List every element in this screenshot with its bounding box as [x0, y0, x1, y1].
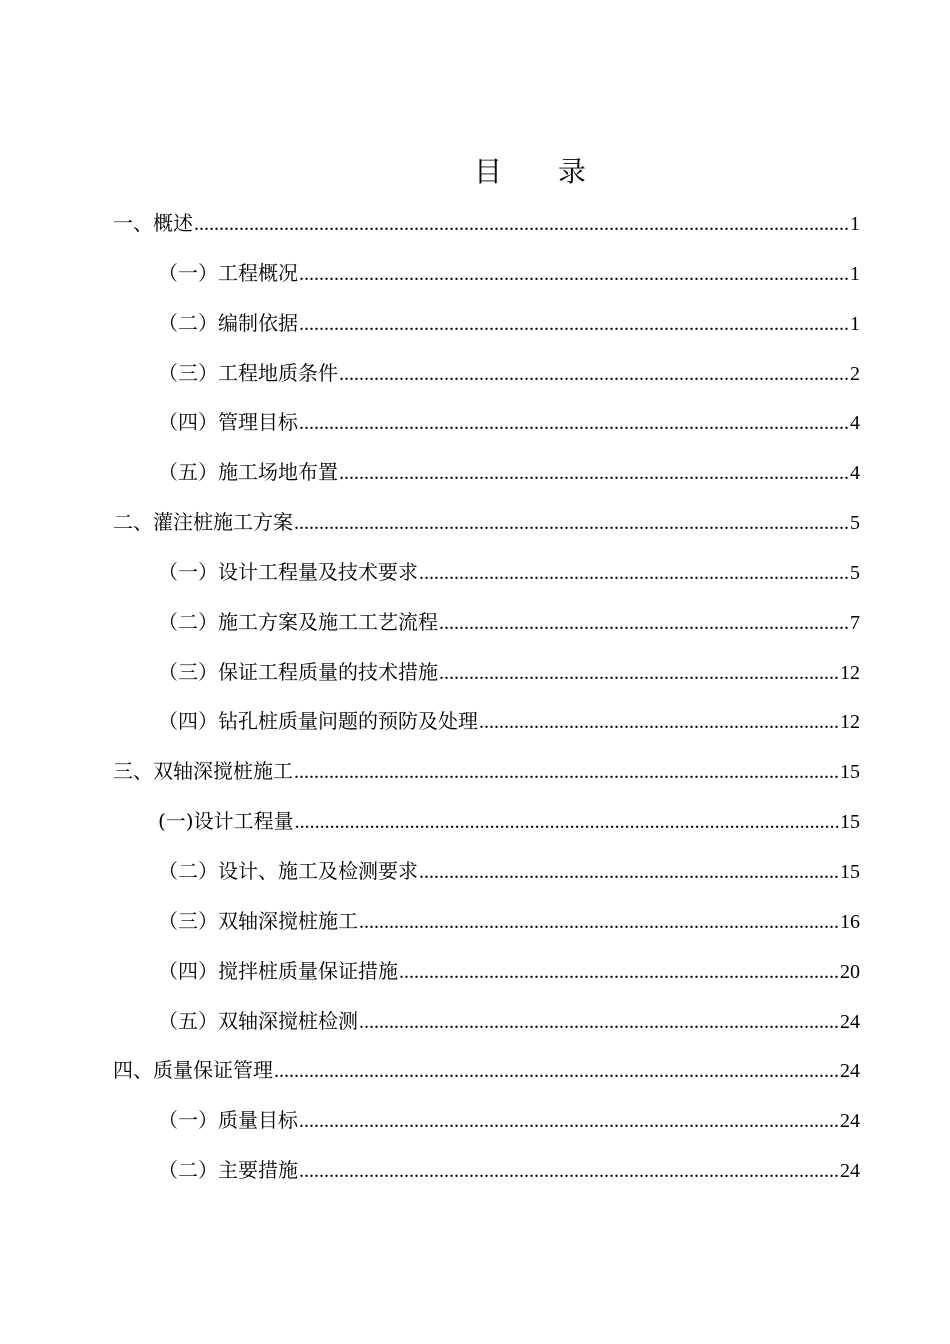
toc-entry-label: （四）搅拌桩质量保证措施 [158, 958, 398, 983]
toc-entry-label: （一）设计工程量及技术要求 [158, 559, 418, 584]
toc-entry-label: （一）质量目标 [158, 1108, 298, 1133]
toc-entry-page: 12 [840, 661, 860, 684]
toc-entry-label: （三）保证工程质量的技术措施 [158, 659, 438, 684]
toc-leader-dots [194, 204, 849, 244]
toc-entry[interactable] [113, 1001, 860, 1051]
toc-entry[interactable] [113, 402, 860, 452]
toc-entry[interactable] [113, 751, 860, 801]
toc-leader-dots [439, 653, 839, 693]
toc-entry-page: 2 [850, 362, 860, 385]
toc-entry[interactable] [113, 701, 860, 751]
toc-leader-dots [299, 1151, 839, 1191]
toc-entry-page: 12 [840, 711, 860, 734]
toc-entry[interactable] [113, 951, 860, 1001]
toc-entry-page: 5 [850, 561, 860, 584]
toc-entry[interactable] [113, 901, 860, 951]
toc-leader-dots [399, 952, 839, 992]
toc-entry-label: 二、灌注桩施工方案 [113, 510, 293, 535]
toc-entry[interactable] [113, 652, 860, 702]
toc-entry-label: （四）管理目标 [158, 410, 298, 435]
toc-entry-label: （五）双轴深搅桩检测 [158, 1008, 358, 1033]
toc-entry-page: 1 [850, 213, 860, 235]
toc-entry-label: （二）设计、施工及检测要求 [158, 858, 418, 883]
toc-leader-dots [299, 304, 849, 344]
toc-entry-label: （二）主要措施 [158, 1158, 298, 1183]
toc-entry-label: （三）双轴深搅桩施工 [158, 908, 358, 933]
toc-entry-label: （五）施工场地布置 [158, 460, 338, 485]
toc-title-char-2: 录 [558, 155, 587, 188]
toc-entry-page: 20 [840, 960, 860, 983]
toc-leader-dots [299, 1101, 839, 1141]
toc-entry-label: （二）编制依据 [158, 310, 298, 335]
toc-entry-label: （二）施工方案及施工工艺流程 [158, 609, 438, 634]
toc-entry-page: 1 [850, 312, 860, 335]
toc-leader-dots [339, 453, 849, 493]
toc-entry-label: （一）工程概况 [158, 260, 298, 285]
toc-entry-page: 4 [850, 412, 860, 435]
toc-leader-dots [294, 503, 849, 543]
toc-entry[interactable] [113, 851, 860, 901]
toc-entry-page: 1 [850, 262, 860, 285]
toc-entry-page: 16 [840, 910, 860, 933]
toc-leader-dots [479, 702, 839, 742]
toc-leader-dots [359, 902, 839, 942]
toc-entry[interactable] [113, 1150, 860, 1200]
toc-entry[interactable] [113, 353, 860, 403]
toc-entry-page: 24 [840, 1160, 860, 1183]
toc-entry-label: （四）钻孔桩质量问题的预防及处理 [158, 709, 478, 734]
toc-leader-dots [294, 752, 839, 792]
toc-entry-page: 4 [850, 462, 860, 485]
toc-entry[interactable] [113, 1100, 860, 1150]
table-of-contents [113, 203, 860, 1200]
toc-entry[interactable] [113, 253, 860, 303]
toc-leader-dots [339, 354, 849, 394]
toc-entry-label: (一)设计工程量 [158, 809, 294, 834]
toc-entry-page: 15 [840, 811, 860, 834]
toc-leader-dots [419, 852, 839, 892]
toc-title [0, 152, 950, 192]
toc-entry[interactable] [113, 602, 860, 652]
toc-entry[interactable] [113, 502, 860, 552]
toc-leader-dots [359, 1002, 839, 1042]
toc-leader-dots [299, 403, 849, 443]
toc-entry-page: 24 [840, 1010, 860, 1033]
toc-leader-dots [299, 254, 849, 294]
toc-entry-label: 三、双轴深搅桩施工 [113, 759, 293, 784]
toc-leader-dots [295, 802, 839, 842]
toc-leader-dots [419, 553, 849, 593]
toc-title-char-1: 目 [473, 155, 502, 188]
toc-entry[interactable] [113, 552, 860, 602]
toc-entry[interactable] [113, 801, 860, 851]
toc-entry[interactable] [113, 203, 860, 253]
toc-entry-page: 15 [840, 761, 860, 784]
toc-leader-dots [439, 603, 849, 643]
toc-entry-label: 一、概述 [113, 211, 193, 235]
toc-entry-page: 7 [850, 611, 860, 634]
toc-entry-label: 四、质量保证管理 [113, 1058, 273, 1083]
toc-entry-label: （三）工程地质条件 [158, 360, 338, 385]
toc-entry-page: 5 [850, 512, 860, 535]
toc-entry-page: 15 [840, 860, 860, 883]
toc-entry[interactable] [113, 452, 860, 502]
toc-entry[interactable] [113, 303, 860, 353]
toc-leader-dots [274, 1051, 839, 1091]
toc-entry-page: 24 [840, 1110, 860, 1133]
toc-entry[interactable] [113, 1050, 860, 1100]
toc-entry-page: 24 [840, 1060, 860, 1083]
